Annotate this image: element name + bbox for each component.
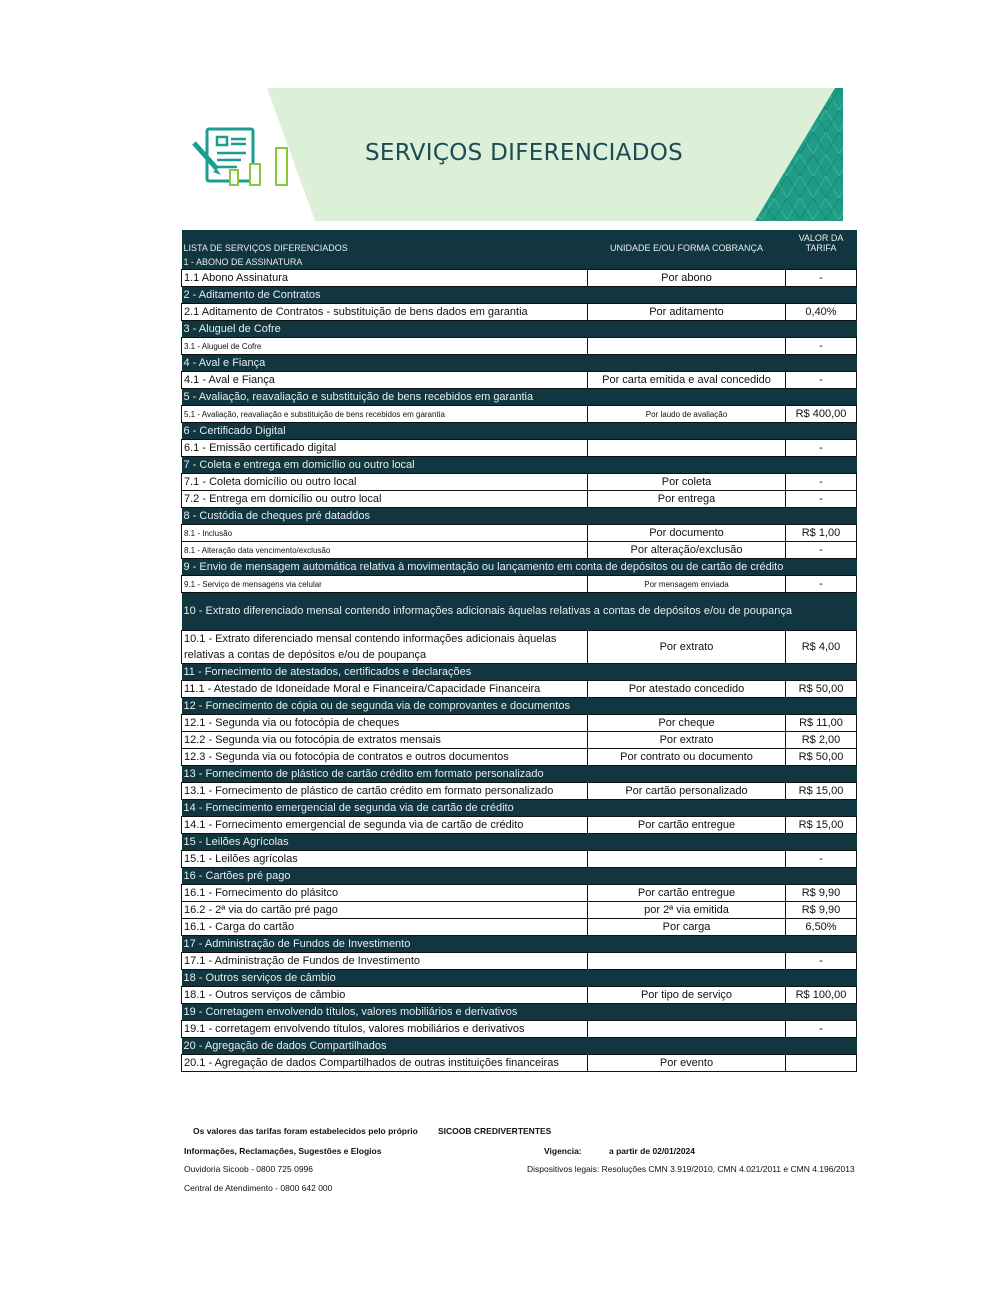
footer-central: Central de Atendimento - 0800 642 000	[184, 1183, 333, 1193]
charge-unit: Por aditamento	[588, 304, 786, 321]
tariff-value: R$ 15,00	[786, 783, 857, 800]
table-row	[182, 885, 857, 902]
tariff-value: 0,40%	[786, 304, 857, 321]
charge-unit: Por coleta	[588, 474, 786, 491]
footer-ouvidoria: Ouvidoria Sicoob - 0800 725 0996	[184, 1164, 314, 1174]
charge-unit: Por carta emitida e aval concedido	[588, 372, 786, 389]
charge-unit: Por entrega	[588, 491, 786, 508]
footer-legal: Dispositivos legais: Resoluções CMN 3.919/2010, CMN 4.021/2011 e CMN 4.196/2013	[527, 1164, 855, 1174]
table-row	[182, 270, 857, 287]
service-description: 15.1 - Leilões agrícolas	[182, 851, 588, 868]
service-description: 16.1 - Fornecimento do plásitco	[182, 885, 588, 902]
service-description: 2.1 Aditamento de Contratos - substituição de bens dados em garantia	[182, 304, 588, 321]
tariff-value: -	[786, 953, 857, 970]
table-row	[182, 406, 857, 423]
section-title: 4 - Aval e Fiança	[182, 355, 857, 372]
tariff-value: -	[786, 338, 857, 355]
service-description: 8.1 - Alteração data vencimento/exclusão	[182, 542, 588, 559]
section-row	[182, 834, 857, 851]
footer-vigencia-label: Vigencia:	[544, 1146, 582, 1156]
section-row	[182, 355, 857, 372]
tariff-value	[786, 1055, 857, 1072]
tariff-value: 6,50%	[786, 919, 857, 936]
section-row	[182, 698, 857, 715]
section-title: 9 - Envio de mensagem automática relativa à movimentação ou lançamento em conta de depósitos ou de cartão de crédito	[182, 559, 857, 576]
section-title: 20 - Agregação de dados Compartilhados	[182, 1038, 857, 1055]
charge-unit: por 2ª via emitida	[588, 902, 786, 919]
service-description: 16.1 - Carga do cartão	[182, 919, 588, 936]
charge-unit: Por abono	[588, 270, 786, 287]
charge-unit	[588, 953, 786, 970]
section-title: 11 - Fornecimento de atestados, certificados e declarações	[182, 664, 857, 681]
section-row	[182, 970, 857, 987]
section-title: 1 - ABONO DE ASSINATURA	[182, 255, 857, 270]
section-row	[182, 868, 857, 885]
section-title: 2 - Aditamento de Contratos	[182, 287, 857, 304]
table-row	[182, 919, 857, 936]
service-description: 9.1 - Serviço de mensagens via celular	[182, 576, 588, 593]
tariff-table	[181, 230, 857, 1072]
header-unit: UNIDADE E/OU FORMA COBRANÇA	[588, 230, 786, 255]
table-row	[182, 525, 857, 542]
charge-unit: Por laudo de avaliação	[588, 406, 786, 423]
service-description: 11.1 - Atestado de Idoneidade Moral e Financeira/Capacidade Financeira	[182, 681, 588, 698]
table-row	[182, 681, 857, 698]
section-title: 19 - Corretagem envolvendo títulos, valores mobiliários e derivativos	[182, 1004, 857, 1021]
charge-unit: Por cartão personalizado	[588, 783, 786, 800]
page-title: SERVIÇOS DIFERENCIADOS	[365, 140, 684, 166]
service-description: 13.1 - Fornecimento de plástico de cartão crédito em formato personalizado	[182, 783, 588, 800]
section-row	[182, 1004, 857, 1021]
service-description: 7.1 - Coleta domicílio ou outro local	[182, 474, 588, 491]
charge-unit: Por contrato ou documento	[588, 749, 786, 766]
service-description: 1.1 Abono Assinatura	[182, 270, 588, 287]
charge-unit: Por cartão entregue	[588, 885, 786, 902]
tariff-value: R$ 15,00	[786, 817, 857, 834]
table-row	[182, 542, 857, 559]
service-description: 12.2 - Segunda via ou fotocópia de extratos mensais	[182, 732, 588, 749]
charge-unit: Por cartão entregue	[588, 817, 786, 834]
tariff-value: -	[786, 440, 857, 457]
service-description: 6.1 - Emissão certificado digital	[182, 440, 588, 457]
table-row	[182, 491, 857, 508]
section-row	[182, 321, 857, 338]
header-list: LISTA DE SERVIÇOS DIFERENCIADOS	[182, 230, 588, 255]
tariff-value: -	[786, 474, 857, 491]
table-row	[182, 749, 857, 766]
footer-note: Os valores das tarifas foram estabelecidos pelo próprio	[193, 1126, 418, 1136]
tariff-value: R$ 1,00	[786, 525, 857, 542]
section-row	[182, 559, 857, 576]
charge-unit	[588, 1021, 786, 1038]
table-row	[182, 783, 857, 800]
service-description: 4.1 - Aval e Fiança	[182, 372, 588, 389]
tariff-value: -	[786, 1021, 857, 1038]
footer-info: Informações, Reclamações, Sugestões e Elogios	[184, 1146, 382, 1156]
section-title: 14 - Fornecimento emergencial de segunda via de cartão de crédito	[182, 800, 857, 817]
service-description: 12.1 - Segunda via ou fotocópia de cheques	[182, 715, 588, 732]
tariff-value: R$ 11,00	[786, 715, 857, 732]
table-row	[182, 474, 857, 491]
section-title: 13 - Fornecimento de plástico de cartão crédito em formato personalizado	[182, 766, 857, 783]
service-description: 3.1 - Aluguel de Cofre	[182, 338, 588, 355]
table-row	[182, 1055, 857, 1072]
charge-unit	[588, 851, 786, 868]
table-header	[182, 230, 857, 255]
charge-unit	[588, 338, 786, 355]
section-row	[182, 766, 857, 783]
table-row	[182, 987, 857, 1004]
charge-unit: Por carga	[588, 919, 786, 936]
section-title: 6 - Certificado Digital	[182, 423, 857, 440]
section-title: 5 - Avaliação, reavaliação e substituição de bens recebidos em garantia	[182, 389, 857, 406]
section-row	[182, 936, 857, 953]
tariff-value: -	[786, 851, 857, 868]
tariff-value: R$ 50,00	[786, 681, 857, 698]
service-description: 17.1 - Administração de Fundos de Investimento	[182, 953, 588, 970]
tariff-value: R$ 100,00	[786, 987, 857, 1004]
section-title: 12 - Fornecimento de cópia ou de segunda via de comprovantes e documentos	[182, 698, 857, 715]
service-description: 20.1 - Agregação de dados Compartilhados de outras instituições financeiras	[182, 1055, 588, 1072]
section-title: 16 - Cartões pré pago	[182, 868, 857, 885]
document-chart-icon	[191, 125, 297, 189]
header-value: VALOR DA TARIFA	[786, 230, 857, 255]
service-description: 12.3 - Segunda via ou fotocópia de contratos e outros documentos	[182, 749, 588, 766]
charge-unit: Por atestado concedido	[588, 681, 786, 698]
charge-unit: Por cheque	[588, 715, 786, 732]
tariff-value: -	[786, 270, 857, 287]
table-row	[182, 576, 857, 593]
section-title: 8 - Custódia de cheques pré dataddos	[182, 508, 857, 525]
tariff-value: -	[786, 576, 857, 593]
charge-unit: Por extrato	[588, 732, 786, 749]
service-description: 19.1 - corretagem envolvendo títulos, valores mobiliários e derivativos	[182, 1021, 588, 1038]
service-description: 8.1 - Inclusão	[182, 525, 588, 542]
section-row	[182, 508, 857, 525]
service-description: 7.2 - Entrega em domicílio ou outro local	[182, 491, 588, 508]
section-title: 15 - Leilões Agrícolas	[182, 834, 857, 851]
charge-unit: Por extrato	[588, 631, 786, 664]
charge-unit: Por evento	[588, 1055, 786, 1072]
service-description: 5.1 - Avaliação, reavaliação e substituição de bens recebidos em garantia	[182, 406, 588, 423]
table-row	[182, 304, 857, 321]
service-description: 10.1 - Extrato diferenciado mensal contendo informações adicionais àquelas relativas a contas de depósitos e/ou de poupança	[182, 631, 588, 664]
table-row	[182, 817, 857, 834]
table-row	[182, 851, 857, 868]
section-title: 18 - Outros serviços de câmbio	[182, 970, 857, 987]
table-row	[182, 953, 857, 970]
table-row	[182, 902, 857, 919]
charge-unit: Por alteração/exclusão	[588, 542, 786, 559]
section-title: 3 - Aluguel de Cofre	[182, 321, 857, 338]
table-row	[182, 372, 857, 389]
section-row	[182, 457, 857, 474]
header-banner	[267, 88, 843, 221]
table-row	[182, 715, 857, 732]
section-row	[182, 593, 857, 631]
tariff-value: R$ 50,00	[786, 749, 857, 766]
service-description: 16.2 - 2ª via do cartão pré pago	[182, 902, 588, 919]
tariff-value: R$ 9,90	[786, 902, 857, 919]
charge-unit: Por documento	[588, 525, 786, 542]
section-row	[182, 423, 857, 440]
table-row	[182, 1021, 857, 1038]
section-title: 7 - Coleta e entrega em domicílio ou outro local	[182, 457, 857, 474]
service-description: 18.1 - Outros serviços de câmbio	[182, 987, 588, 1004]
section-title: 10 - Extrato diferenciado mensal contendo informações adicionais àquelas relativas a contas de depósitos e/ou de poupança	[182, 593, 857, 631]
section-row	[182, 1038, 857, 1055]
charge-unit: Por mensagem enviada	[588, 576, 786, 593]
section-title: 17 - Administração de Fundos de Investimento	[182, 936, 857, 953]
footer-institution: SICOOB CREDIVERTENTES	[438, 1126, 552, 1136]
tariff-value: -	[786, 491, 857, 508]
charge-unit	[588, 440, 786, 457]
footer-vigencia-value: a partir de 02/01/2024	[609, 1146, 696, 1156]
table-row	[182, 440, 857, 457]
table-row	[182, 732, 857, 749]
section-row	[182, 800, 857, 817]
table-row	[182, 631, 857, 664]
charge-unit: Por tipo de serviço	[588, 987, 786, 1004]
tariff-value: -	[786, 542, 857, 559]
table-row	[182, 338, 857, 355]
tariff-value: R$ 4,00	[786, 631, 857, 664]
service-description: 14.1 - Fornecimento emergencial de segunda via de cartão de crédito	[182, 817, 588, 834]
tariff-value: -	[786, 372, 857, 389]
tariff-value: R$ 2,00	[786, 732, 857, 749]
tariff-value: R$ 400,00	[786, 406, 857, 423]
section-row	[182, 255, 857, 270]
section-row	[182, 287, 857, 304]
section-row	[182, 389, 857, 406]
section-row	[182, 664, 857, 681]
tariff-value: R$ 9,90	[786, 885, 857, 902]
